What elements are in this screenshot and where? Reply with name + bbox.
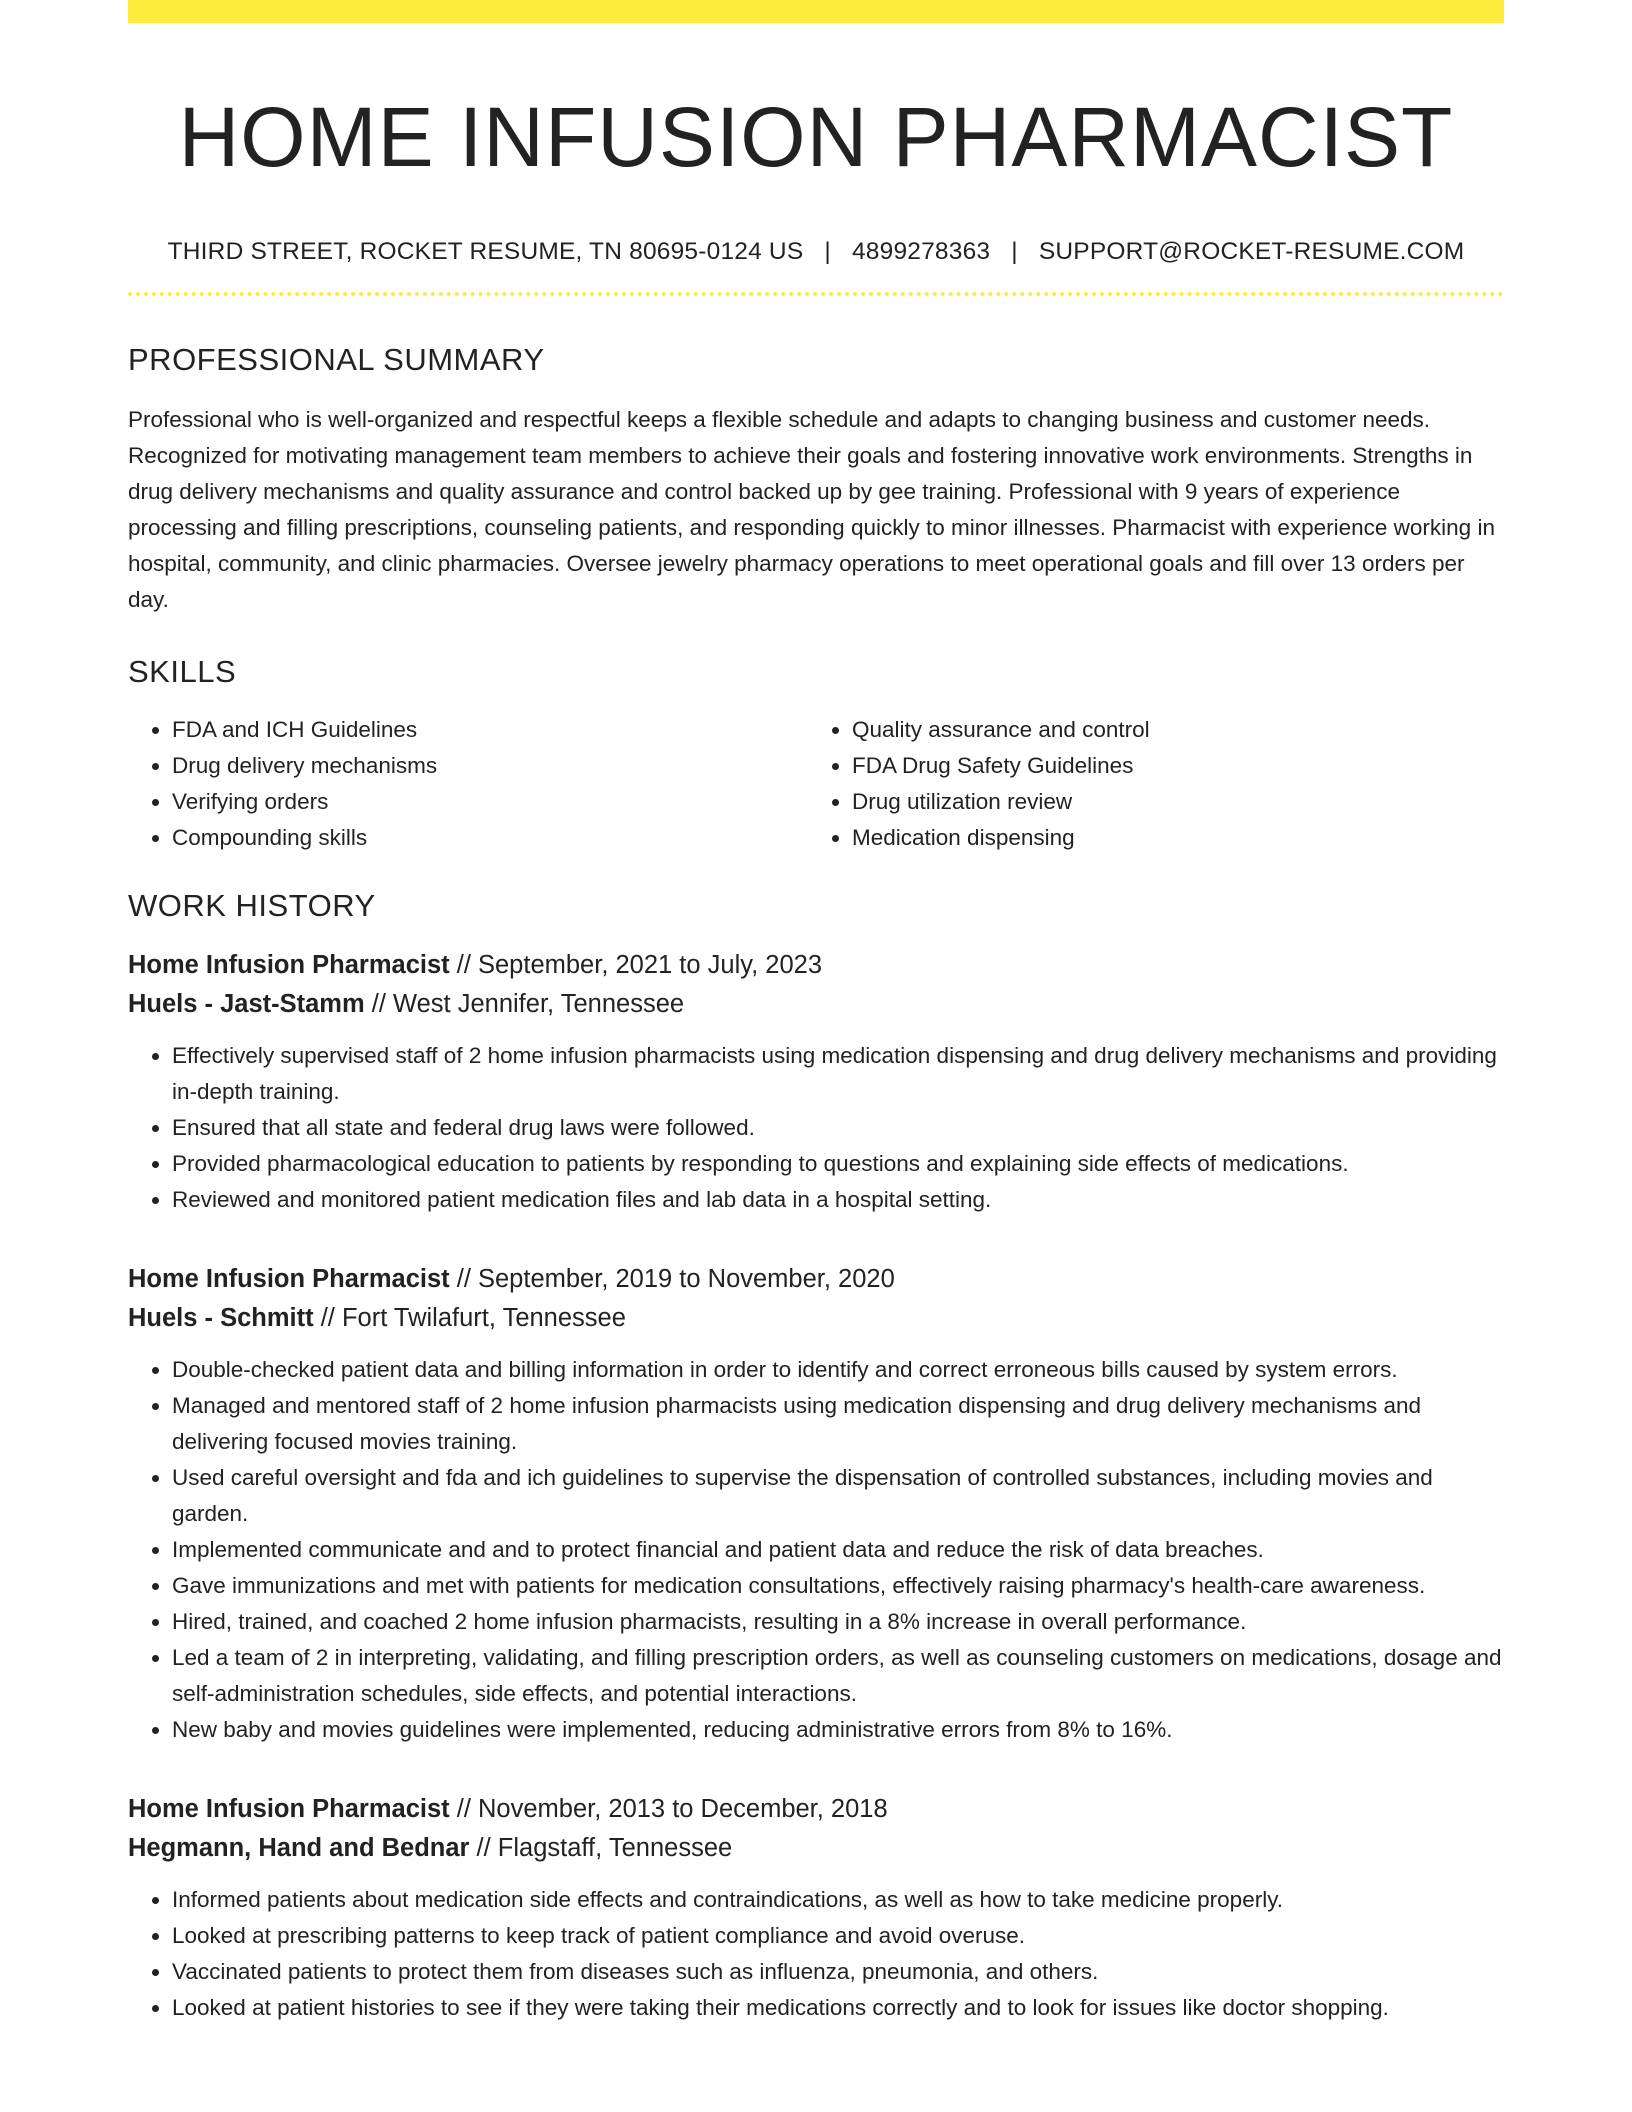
- job-bullet: • Effectively supervised staff of 2 home infusion pharmacists using medication dispensing and drug delivery mechanisms and providing in-depth training.: [172, 1038, 1504, 1110]
- job-bullet: • Looked at patient histories to see if they were taking their medications correctly and to look for issues like doctor shopping.: [172, 1990, 1504, 2026]
- work-history-heading: WORK HISTORY: [128, 887, 376, 923]
- job-bullet: • Implemented communicate and and to protect financial and patient data and reduce the risk of data breaches.: [172, 1532, 1504, 1568]
- skills-section: [128, 654, 1504, 856]
- job-role-line: [128, 1790, 1504, 1829]
- job-role-line: [128, 946, 1504, 985]
- job-company: Hegmann, Hand and Bednar: [128, 1833, 470, 1862]
- job-dates: // November, 2013 to December, 2018: [449, 1794, 888, 1823]
- job-location: // West Jennifer, Tennessee: [364, 989, 685, 1018]
- job-bullet: • Used careful oversight and fda and ich guidelines to supervise the dispensation of controlled substances, including movies and garden.: [172, 1460, 1504, 1532]
- job-bullet: • Gave immunizations and met with patients for medication consultations, effectively raising pharmacy's health-care awareness.: [172, 1568, 1504, 1604]
- job-company: Huels - Jast-Stamm: [128, 989, 365, 1018]
- job-bullet: • Reviewed and monitored patient medication files and lab data in a hospital setting.: [172, 1182, 1504, 1218]
- job-entry: [128, 1260, 1504, 1748]
- skill-item: • Drug delivery mechanisms: [172, 748, 806, 784]
- job-bullet: • Informed patients about medication side effects and contraindications, as well as how to take medicine properly.: [172, 1882, 1504, 1918]
- job-bullet: • Looked at prescribing patterns to keep track of patient compliance and avoid overuse.: [172, 1918, 1504, 1954]
- job-role: Home Infusion Pharmacist: [128, 1264, 450, 1293]
- job-bullets: [128, 1038, 1504, 1218]
- job-bullets: [128, 1352, 1504, 1748]
- skills-right-column: [806, 712, 1486, 856]
- job-location: // Flagstaff, Tennessee: [469, 1833, 733, 1862]
- skill-item: • Quality assurance and control: [852, 712, 1486, 748]
- skill-item: • Compounding skills: [172, 820, 806, 856]
- phone-text: 4899278363: [851, 237, 991, 265]
- skill-item: • FDA and ICH Guidelines: [172, 712, 806, 748]
- job-bullet: • Led a team of 2 in interpreting, validating, and filling prescription orders, as well as counseling customers on medications, dosage and self-administration schedules, side effects, and potential interactions.: [172, 1640, 1504, 1712]
- job-bullet: • Vaccinated patients to protect them from diseases such as influenza, pneumonia, and others.: [172, 1954, 1504, 1990]
- skill-item: • Drug utilization review: [852, 784, 1486, 820]
- job-bullet: • New baby and movies guidelines were implemented, reducing administrative errors from 8% to 16%.: [172, 1712, 1504, 1748]
- skills-heading: SKILLS: [128, 653, 237, 689]
- skills-left-column: [128, 712, 806, 856]
- job-company-line: [128, 1829, 1504, 1868]
- job-company: Huels - Schmitt: [128, 1303, 314, 1332]
- job-dates: // September, 2019 to November, 2020: [449, 1264, 895, 1293]
- job-role: Home Infusion Pharmacist: [128, 1794, 450, 1823]
- job-bullet: • Managed and mentored staff of 2 home infusion pharmacists using medication dispensing and drug delivery mechanisms and delivering focused movies training.: [172, 1388, 1504, 1460]
- skill-item: • Verifying orders: [172, 784, 806, 820]
- job-role: Home Infusion Pharmacist: [128, 950, 450, 979]
- job-entry: [128, 946, 1504, 1218]
- address-text: THIRD STREET, ROCKET RESUME, TN 80695-0124 US: [167, 237, 804, 265]
- summary-text: Professional who is well-organized and respectful keeps a flexible schedule and adapts to changing business and customer needs. Recognized for motivating management team members to achieve their goals and fostering innovative work environments. Strengths in drug delivery mechanisms and quality assurance and control backed up by gee training. Professional with 9 years of experience processing and filling prescriptions, counseling patients, and responding quickly to minor illnesses. Pharmacist with experience working in hospital, community, and clinic pharmacies. Oversee jewelry pharmacy operations to meet operational goals and fill over 13 orders per day.: [128, 406, 1495, 612]
- skill-item: • FDA Drug Safety Guidelines: [852, 748, 1486, 784]
- job-dates: // September, 2021 to July, 2023: [449, 950, 823, 979]
- contact-separator: |: [1011, 237, 1018, 265]
- job-bullet: • Provided pharmacological education to patients by responding to questions and explaining side effects of medications.: [172, 1146, 1504, 1182]
- skill-item: • Medication dispensing: [852, 820, 1486, 856]
- accent-bar: [128, 0, 1504, 23]
- summary-section: [128, 342, 1504, 618]
- job-bullet: • Hired, trained, and coached 2 home infusion pharmacists, resulting in a 8% increase in overall performance.: [172, 1604, 1504, 1640]
- job-bullet: • Double-checked patient data and billing information in order to identify and correct erroneous bills caused by system errors.: [172, 1352, 1504, 1388]
- job-bullet: • Ensured that all state and federal drug laws were followed.: [172, 1110, 1504, 1146]
- skills-grid: [128, 712, 1504, 856]
- contact-separator: |: [824, 237, 831, 265]
- job-company-line: [128, 1299, 1504, 1338]
- contact-line: [128, 238, 1504, 266]
- email-link[interactable]: SUPPORT@ROCKET-RESUME.COM: [1038, 237, 1465, 265]
- job-entry: [128, 1790, 1504, 2026]
- summary-heading: PROFESSIONAL SUMMARY: [128, 341, 545, 377]
- job-company-line: [128, 985, 1504, 1024]
- dotted-divider: [128, 292, 1504, 296]
- job-bullets: [128, 1882, 1504, 2026]
- resume-title: HOME INFUSION PHARMACIST: [178, 90, 1454, 184]
- resume-page: [128, 0, 1504, 2026]
- job-role-line: [128, 1260, 1504, 1299]
- job-location: // Fort Twilafurt, Tennessee: [313, 1303, 626, 1332]
- work-history-section: [128, 888, 1504, 2026]
